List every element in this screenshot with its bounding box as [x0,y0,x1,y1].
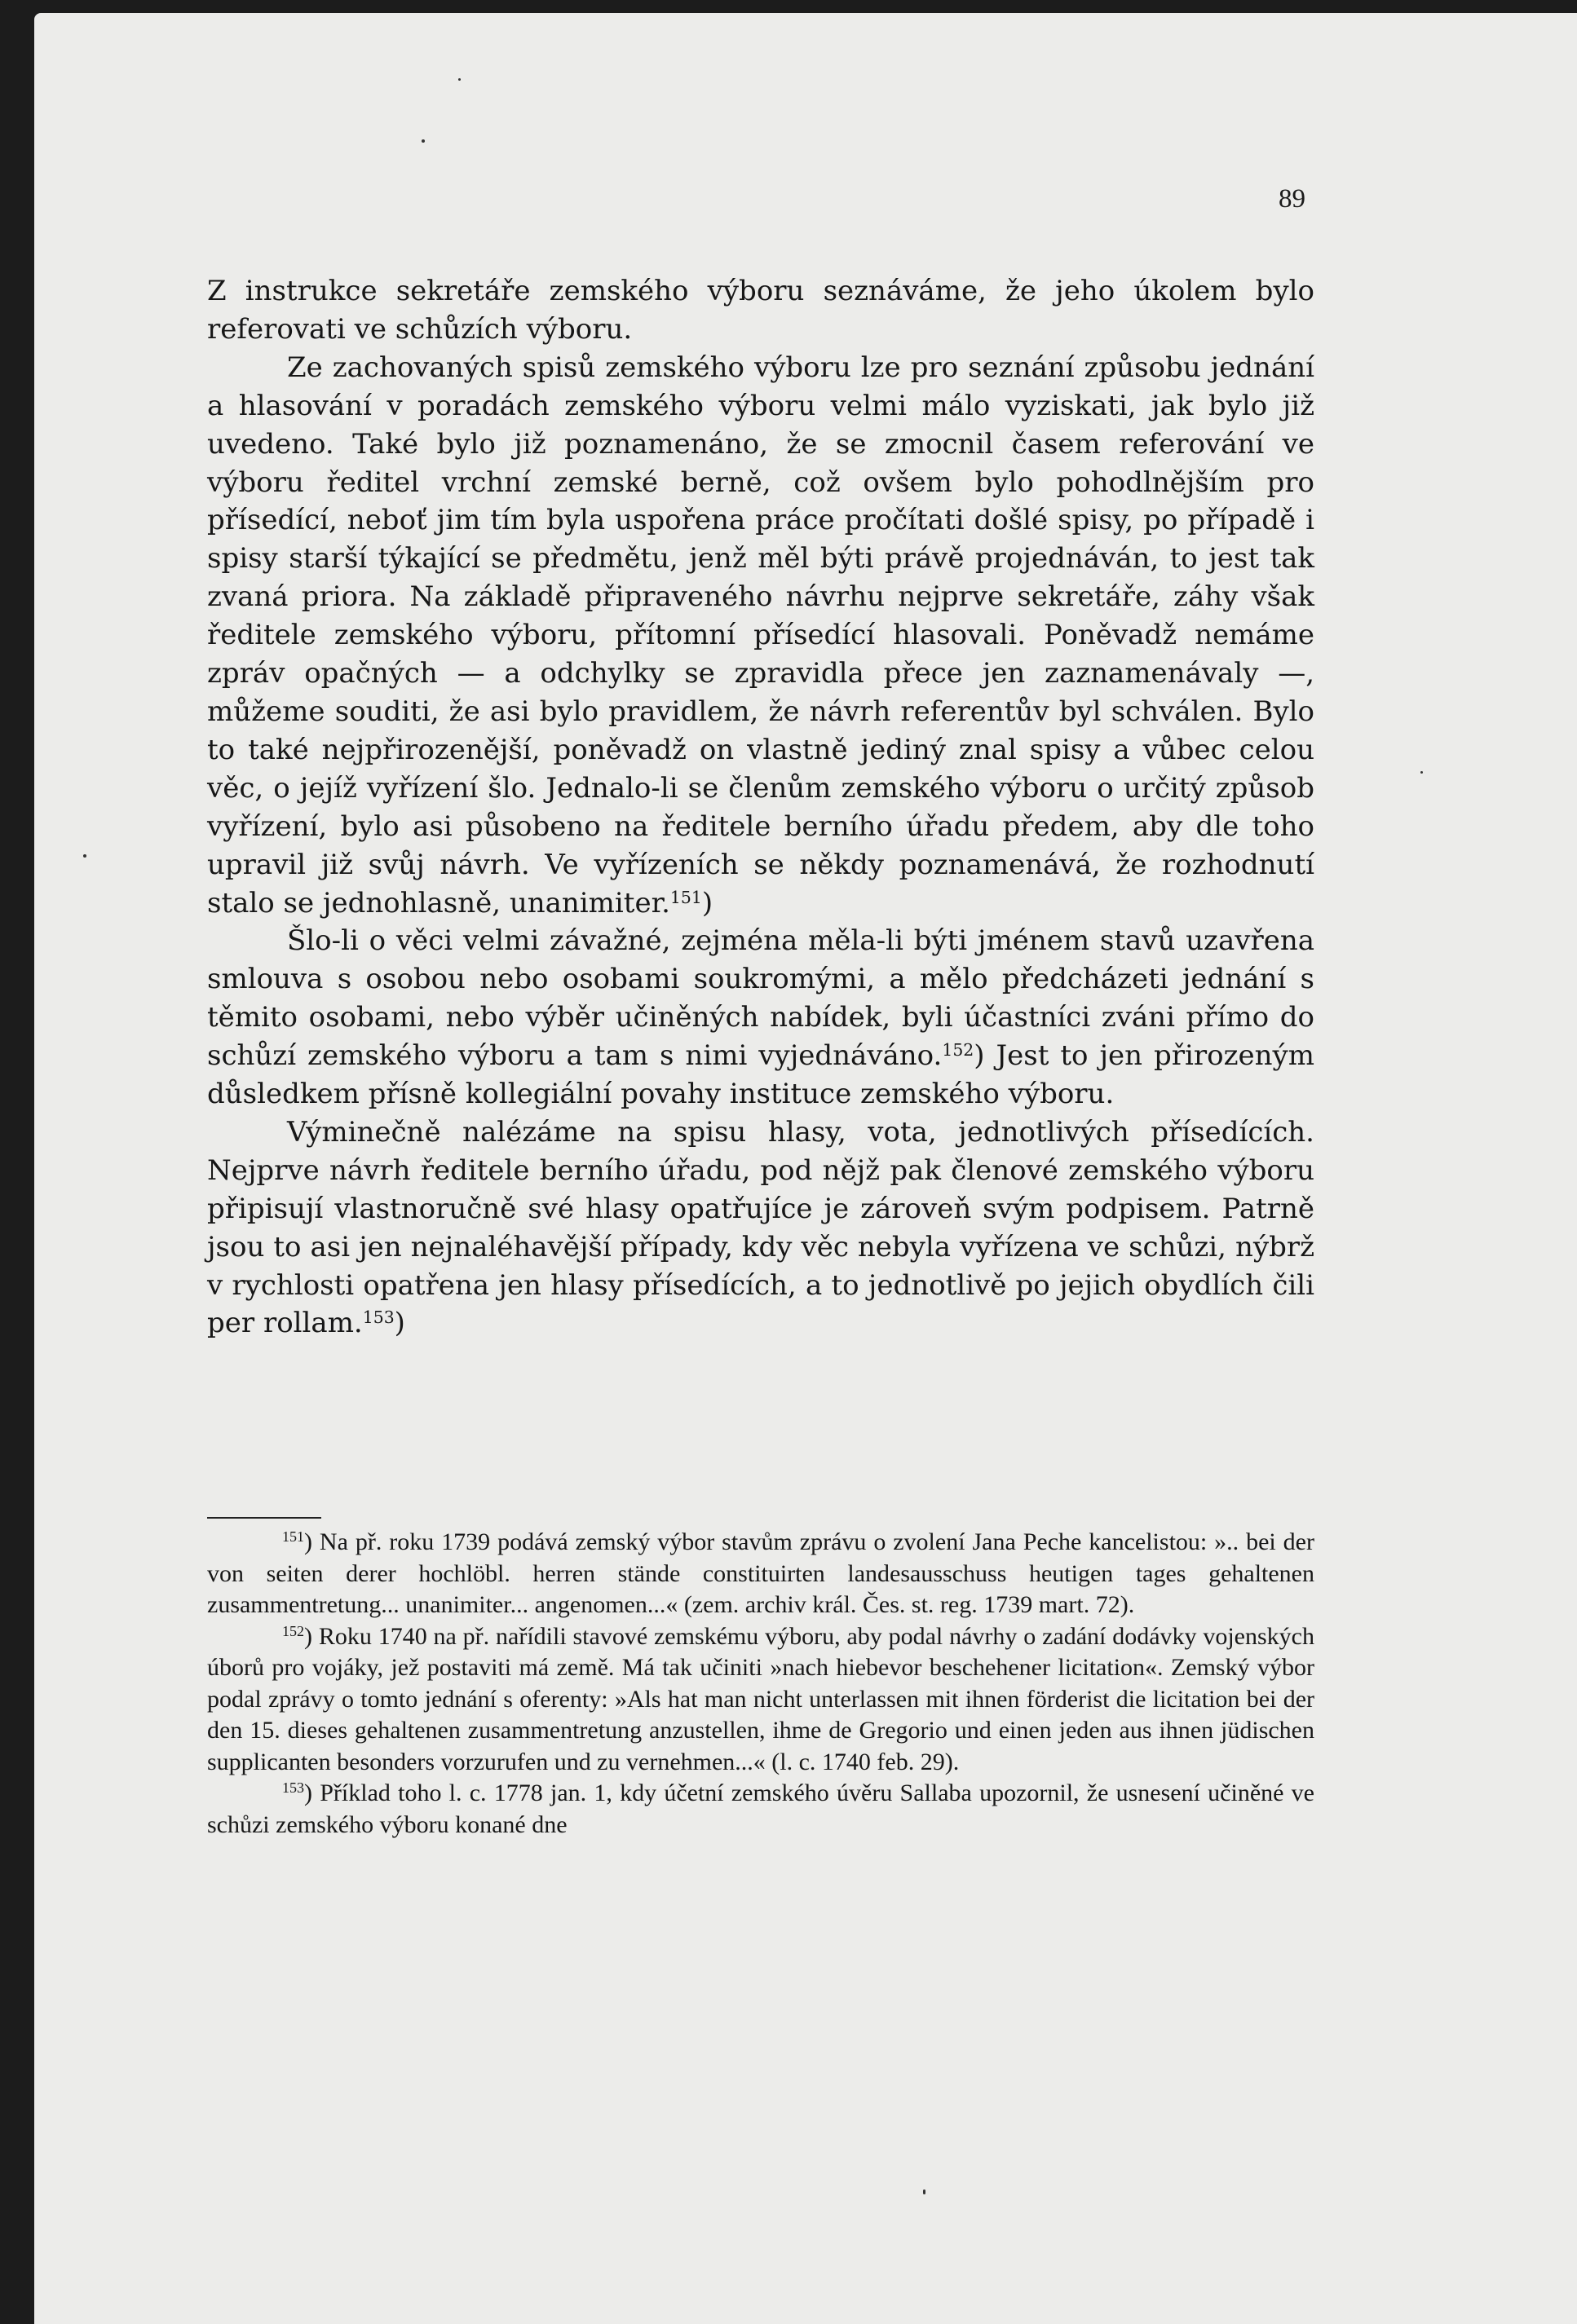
dust-speck [422,139,425,143]
footnote-text: Roku 1740 na př. nařídili stavové zemskému výboru, aby podal návrhy o zadání dodávky vojenských úborů pro vojáky, jež postaviti má země. Má tak učiniti »nach hiebevor beschehener licitation«. Zemský výbor podal zprávy o tomto jednání s oferenty: »Als hat man nicht unterlassen mit ihnen förderist die licitation bei der den 15. dieses gehaltenen zusammentretung anzustellen, ihme de Gregorio und einen jeden aus ihnen jüdischen supplicanten besonders vorzurufen und zu vernehmen...« (l. c. 1740 feb. 29). [207,1622,1314,1775]
body-text [207,272,1314,1343]
paragraph [207,349,1314,923]
footnotes [207,1527,1314,1841]
footnote [207,1778,1314,1841]
footnote [207,1527,1314,1621]
footnote-separator [207,1517,321,1519]
paragraph-text: Výminečně nalézáme na spisu hlasy, vota, jednotlivých přísedících. Nejprve návrh ředitele berního úřadu, pod nějž pak členové zemského výboru připisují vlastnoručně své hlasy opatřujíce je zároveň svým podpisem. Patrně jsou to asi jen nejnaléhavější případy, kdy věc nebyla vyřízena ve schůzi, nýbrž v rychlosti opatřena jen hlasy přísedících, a to jednotlivě po jejich obydlích čili per rollam. [207,1115,1314,1340]
paragraph-text: Ze zachovaných spisů zemského výboru lze pro seznání způsobu jednání a hlasování v poradách zemského výboru velmi málo vyziskati, jak bylo již uvedeno. Také bylo již poznamenáno, že se zmocnil časem referování ve výboru ředitel vrchní zemské berně, což ovšem bylo pohodlnějším pro přísedící, neboť jim tím byla uspořena práce pročítati došlé spisy, po případě i spisy starší týkající se předmětu, jenž měl býti právě projednáván, to jest tak zvaná priora. Na základě připraveného návrhu nejprve sekretáře, záhy však ředitele zemského výboru, přítomní přísedící hlasovali. Poněvadž nemáme zpráv opačných — a odchylky se zpravidla přece jen zaznamenávaly —, můžeme souditi, že asi bylo pravidlem, že návrh referentův byl schválen. Bylo to také nejpřirozenější, poněvadž on vlastně jediný znal spisy a vůbec celou věc, o jejíž vyřízení šlo. Jednalo-li se členům zemského výboru o určitý způsob vyřízení, bylo asi působeno na ředitele berního úřadu předem, aby dle toho upravil již svůj návrh. Ve vyřízeních se někdy poznamenává, že rozhodnutí stalo se jednohlasně, unanimiter. [207,351,1314,919]
paragraph [207,272,1314,349]
footnote-text: Na př. roku 1739 podává zemský výbor stavům zprávu o zvolení Jana Peche kancelistou: ».. bei der von seiten derer hochlöbl. herren stände constituirten landesausschuss heutigen tages gehaltenen zusammentretung... unanimiter... angenomen...« (zem. archiv král. Čes. st. reg. 1739 mart. 72). [207,1528,1314,1618]
footnote-paren: ) [304,1528,312,1555]
dust-speck [83,854,86,858]
paragraph-text-tail: ) [394,1307,405,1340]
paragraph [207,922,1314,1113]
footnote-paren: ) [304,1622,312,1650]
footnote [207,1621,1314,1779]
book-page [34,13,1577,2324]
footnote-text: Příklad toho l. c. 1778 jan. 1, kdy účetní zemského úvěru Sallaba upozornil, že usnesení učiněné ve schůzi zemského výboru konané dne [207,1779,1314,1838]
footnote-number: 152 [282,1622,304,1639]
dust-speck [923,2189,925,2194]
footnote-reference: 153 [362,1308,395,1328]
dust-speck [1420,771,1423,774]
paragraph-text-tail: ) Jest to jen přirozeným důsledkem přísně kollegiální povahy instituce zemského výboru. [207,1039,1314,1111]
paragraph-text: Šlo-li o věci velmi závažné, zejména měla-li býti jménem stavů uzavřena smlouva s osobou nebo osobami soukromými, a mělo předcházeti jednání s těmito osobami, nebo výběr učiněných nabídek, byli účastníci zváni přímo do schůzí zemského výboru a tam s nimi vyjednáváno. [207,924,1314,1073]
footnote-paren: ) [304,1779,312,1806]
footnote-number: 153 [282,1779,304,1797]
dust-speck [458,78,461,81]
paragraph-text-tail: ) [701,886,713,919]
footnote-reference: 151 [669,887,702,907]
page-number: 89 [1279,184,1305,214]
footnote-number: 151 [282,1528,304,1546]
paragraph [207,1113,1314,1343]
paragraph-text: Z instrukce sekretáře zemského výboru seznáváme, že jeho úkolem bylo referovati ve schůzích výboru. [207,275,1314,346]
footnote-reference: 152 [942,1039,974,1060]
